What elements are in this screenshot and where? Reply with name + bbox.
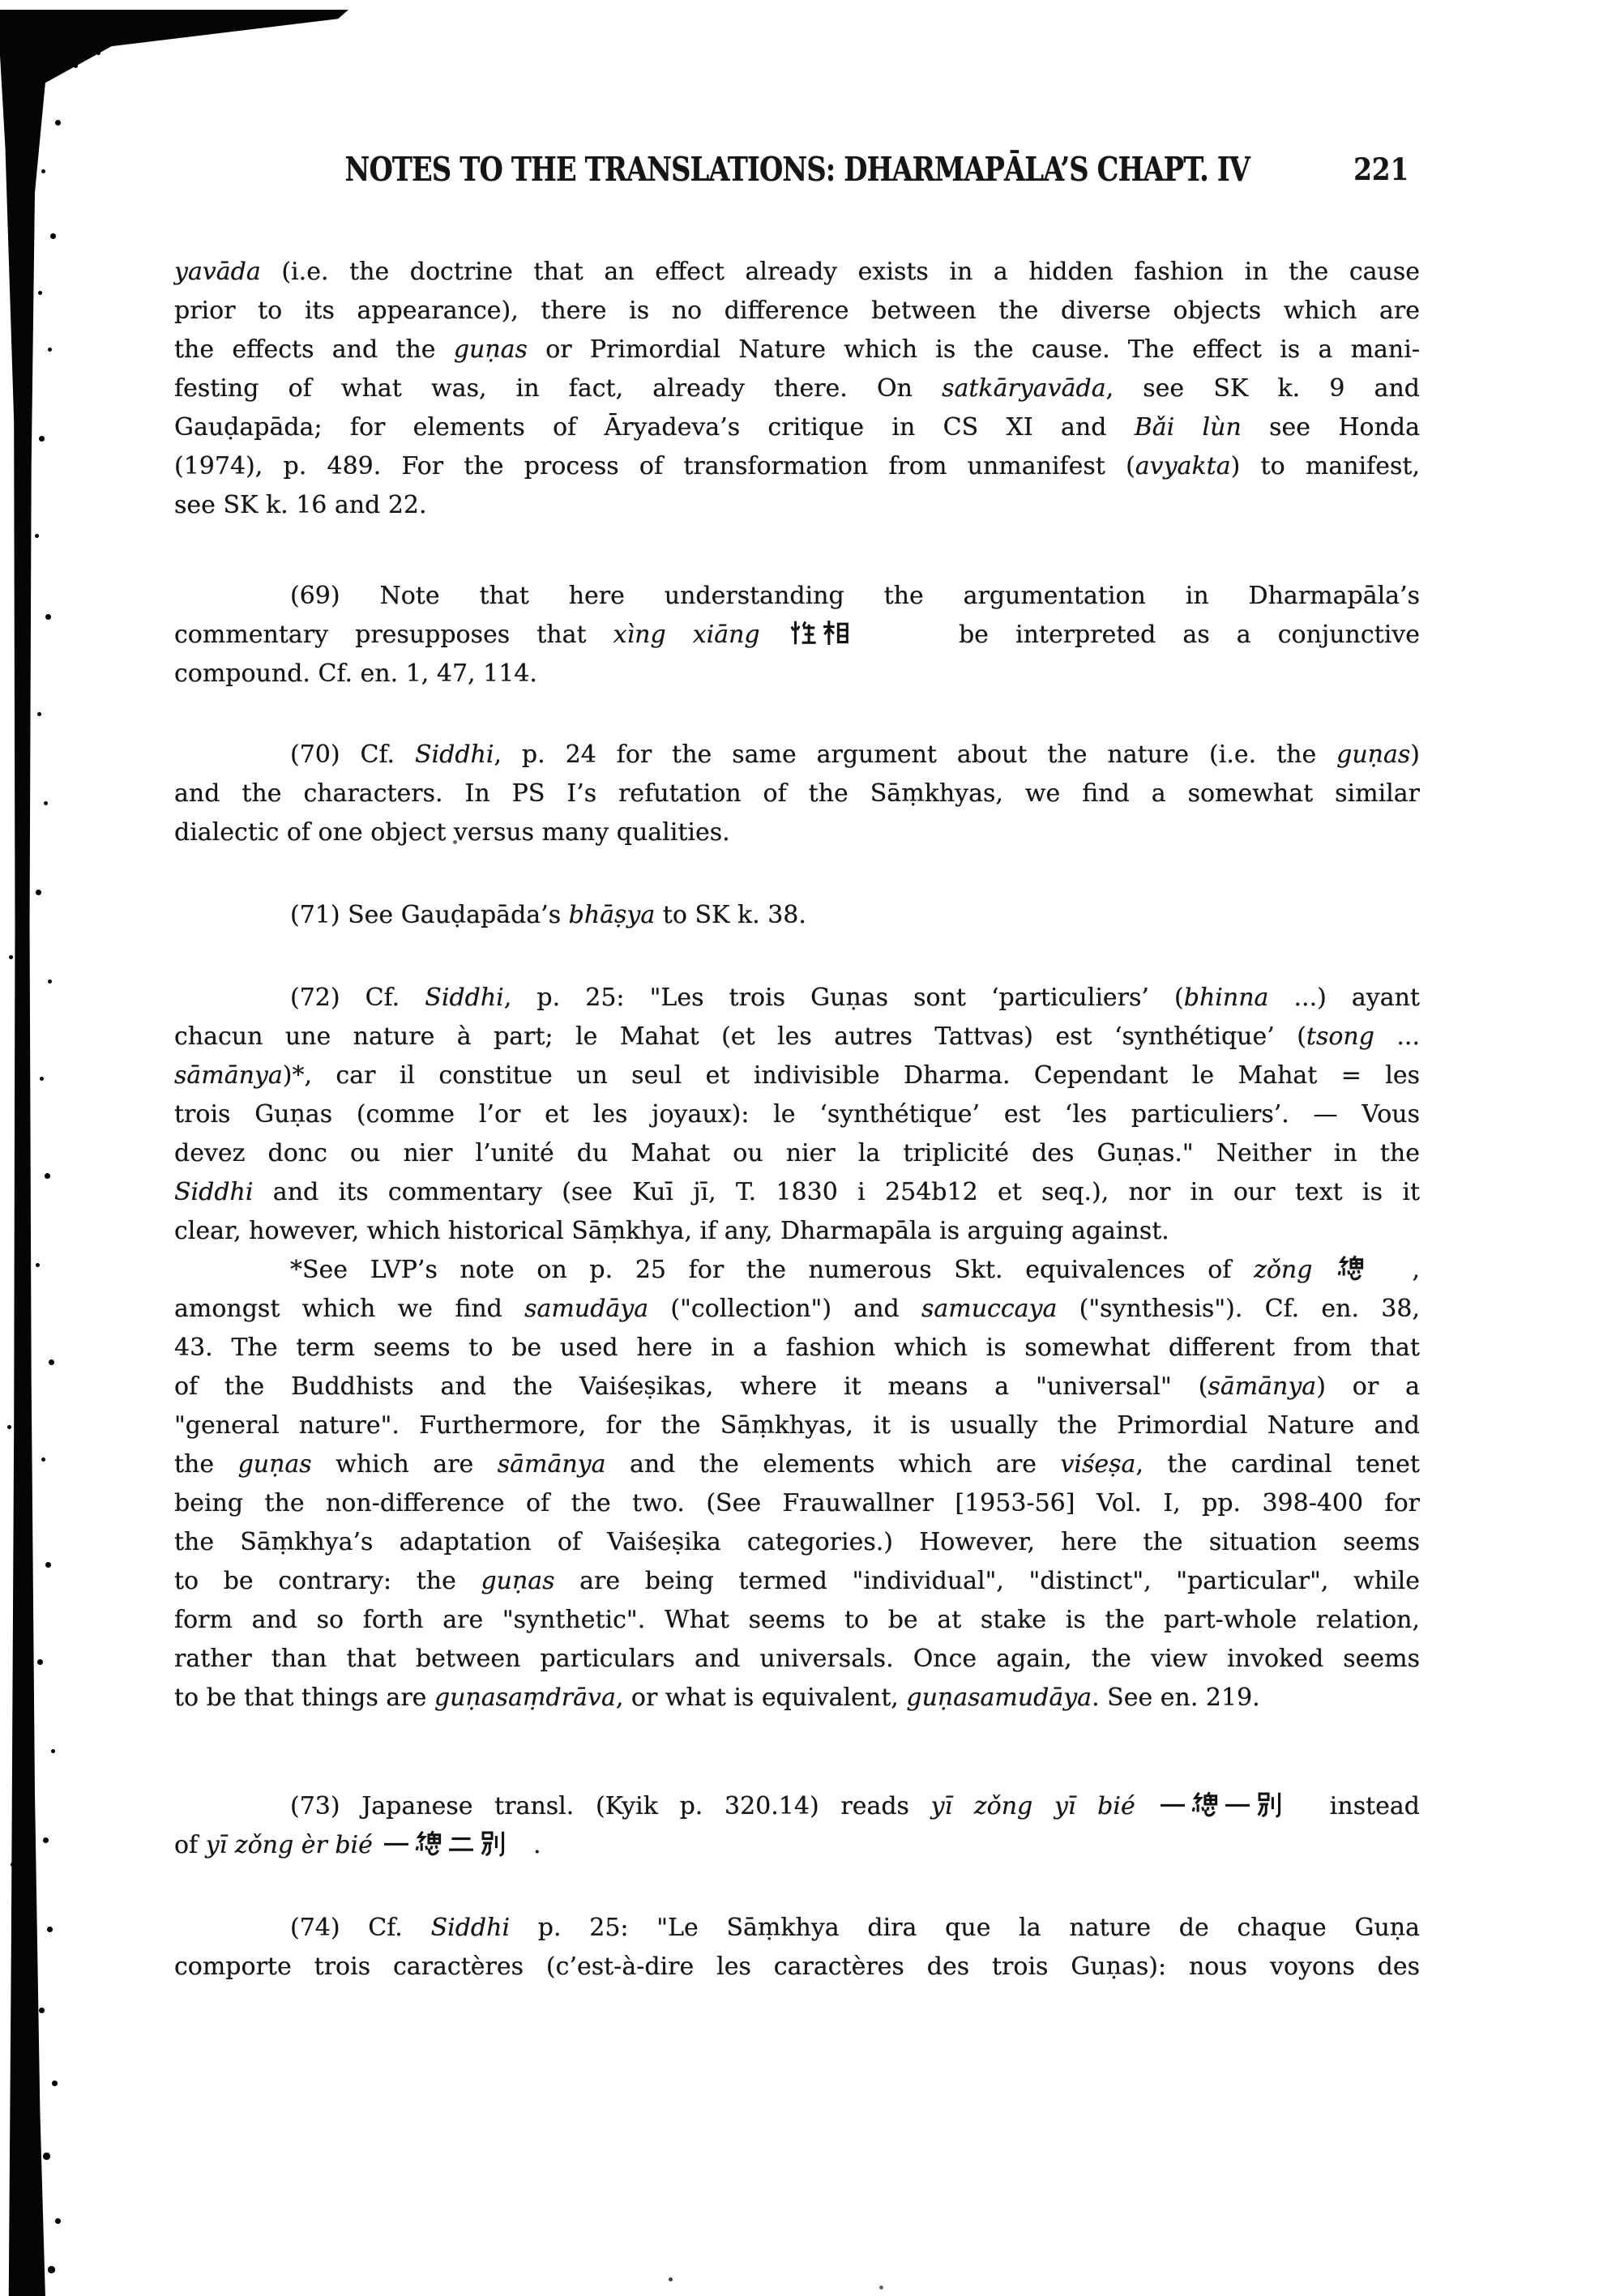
text-run: prior to its appearance), there is no difference between the diverse objects which are xyxy=(174,297,1420,325)
text-run: instead xyxy=(1286,1792,1420,1820)
text-run: ...) ayant xyxy=(1268,984,1420,1012)
running-title: NOTES TO THE TRANSLATIONS: DHARMAPĀLA’S CHAPT. IV xyxy=(344,150,1250,189)
italic-run: Siddhi xyxy=(174,1178,254,1206)
text-line xyxy=(174,1562,1420,1601)
cjk-glyph xyxy=(822,619,849,647)
cjk-run xyxy=(787,621,852,649)
italic-run: Siddhi xyxy=(425,984,504,1012)
text-run: "general nature". Furthermore, for the Sāṃkhyas, it is usually the Primordial Nature and xyxy=(174,1411,1420,1440)
cjk-glyph xyxy=(1337,1254,1365,1282)
text-run xyxy=(760,621,787,649)
italic-run: Siddhi xyxy=(414,740,494,769)
text-line xyxy=(174,1056,1420,1095)
text-line xyxy=(174,1909,1420,1948)
text-run: )*, car il constitue un seul et indivisible Dharma. Cependant le Mahat = les xyxy=(282,1061,1420,1090)
italic-run: yī zǒng yī bié xyxy=(930,1792,1135,1820)
text-run: (71) See Gauḍapāda’s xyxy=(290,901,569,929)
italic-run: sāmānya xyxy=(174,1061,283,1090)
text-run xyxy=(1312,1256,1335,1284)
italic-run: Bǎi lùn xyxy=(1134,413,1242,442)
text-run: ... xyxy=(1374,1022,1420,1051)
text-line xyxy=(174,896,1420,935)
text-run: which are xyxy=(311,1450,498,1479)
text-line xyxy=(174,1329,1420,1368)
text-line xyxy=(174,331,1420,369)
text-run: clear, however, which historical Sāṃkhya, if any, Dharmapāla is arguing against. xyxy=(174,1217,1169,1245)
italic-run: viśeṣa xyxy=(1060,1450,1136,1479)
text-line xyxy=(174,1826,1420,1865)
italic-run: sāmānya xyxy=(1208,1372,1317,1401)
cjk-glyph xyxy=(789,619,817,647)
text-line xyxy=(174,1173,1420,1212)
text-run: , xyxy=(1367,1256,1421,1284)
text-run: see SK k. 16 and 22. xyxy=(174,491,427,519)
cjk-glyph xyxy=(383,1829,410,1857)
italic-run: guṇas xyxy=(237,1450,312,1479)
text-run: trois Guṇas (comme l’or et les joyaux): le ‘synthétique’ est ‘les particuliers’. — Vous xyxy=(174,1100,1420,1129)
text-run: form and so forth are "synthetic". What seems to be at stake is the part-whole relation, xyxy=(174,1606,1420,1634)
text-run: (72) Cf. xyxy=(290,984,425,1012)
text-run: the xyxy=(174,1450,238,1479)
text-run: ) or a xyxy=(1316,1372,1420,1401)
text-run: , p. 25: "Les trois Guṇas sont ‘particuliers’ ( xyxy=(503,984,1184,1012)
text-run: chacun une nature à part; le Mahat (et les autres Tattvas) est ‘synthétique’ ( xyxy=(174,1022,1306,1051)
cjk-glyph xyxy=(1224,1790,1251,1818)
text-line xyxy=(174,1251,1420,1290)
text-run: and the elements which are xyxy=(605,1450,1061,1479)
text-line xyxy=(174,1445,1420,1484)
note-68-continuation xyxy=(174,253,1420,525)
cjk-glyph xyxy=(415,1829,442,1857)
italic-run: bhāṣya xyxy=(568,901,656,929)
italic-run: samuccaya xyxy=(921,1295,1058,1323)
text-line xyxy=(174,1134,1420,1173)
text-line xyxy=(174,813,1420,852)
italic-run: guṇasamudāya xyxy=(906,1684,1092,1712)
text-run xyxy=(1135,1792,1157,1820)
text-run: see Honda xyxy=(1241,413,1420,442)
text-run: (69) Note that here understanding the argumentation in Dharmapāla’s xyxy=(290,582,1420,610)
text-run: and the characters. In PS I’s refutation of the Sāṃkhyas, we find a somewhat similar xyxy=(174,779,1420,808)
cjk-glyph xyxy=(1159,1790,1186,1818)
note-69 xyxy=(174,577,1420,693)
cjk-glyph xyxy=(1256,1790,1284,1818)
text-line xyxy=(174,1787,1420,1826)
text-run: ) xyxy=(1410,740,1420,769)
text-run: commentary presupposes that xyxy=(174,621,613,649)
text-line xyxy=(174,369,1420,408)
text-line xyxy=(174,616,1420,655)
text-line xyxy=(174,577,1420,616)
italic-run: tsong xyxy=(1306,1022,1374,1051)
text-run: are being termed "individual", "distinct", "particular", while xyxy=(554,1567,1420,1595)
text-run: or Primordial Nature which is the cause. The effect is a mani- xyxy=(527,335,1420,364)
text-run: ("synthesis"). Cf. en. 38, xyxy=(1057,1295,1421,1323)
italic-run: avyakta xyxy=(1135,452,1231,480)
text-run: dialectic of one object versus many qualities. xyxy=(174,818,730,847)
cjk-glyph xyxy=(447,1829,475,1857)
italic-run: xìng xiāng xyxy=(613,621,760,649)
text-run: , p. 24 for the same argument about the nature (i.e. the xyxy=(494,740,1337,769)
text-run: *See LVP’s note on p. 25 for the numerous Skt. equivalences of xyxy=(290,1256,1255,1284)
italic-run: guṇas xyxy=(1336,740,1411,769)
text-line xyxy=(174,1095,1420,1134)
text-line xyxy=(174,979,1420,1018)
text-line xyxy=(174,1640,1420,1679)
text-line xyxy=(174,292,1420,331)
text-run: ("collection") and xyxy=(648,1295,921,1323)
italic-run: guṇas xyxy=(481,1567,555,1595)
text-line xyxy=(174,775,1420,813)
text-line xyxy=(174,655,1420,693)
italic-run: satkāryavāda xyxy=(942,374,1106,403)
text-line xyxy=(174,1523,1420,1562)
text-line xyxy=(174,736,1420,775)
text-run: (74) Cf. xyxy=(290,1914,431,1942)
cjk-run xyxy=(1335,1256,1367,1284)
text-line xyxy=(174,408,1420,447)
text-run: (i.e. the doctrine that an effect already exists in a hidden fashion in the cause xyxy=(260,258,1420,286)
italic-run: bhinna xyxy=(1183,984,1269,1012)
text-run: amongst which we find xyxy=(174,1295,525,1323)
text-run: , or what is equivalent, xyxy=(615,1684,907,1712)
text-run: and its commentary (see Kuī jī, T. 1830 i 254b12 et seq.), nor in our text is it xyxy=(253,1178,1420,1206)
text-line xyxy=(174,253,1420,292)
italic-run: Siddhi xyxy=(430,1914,511,1942)
text-line xyxy=(174,1018,1420,1056)
text-run: comporte trois caractères (c’est-à-dire les caractères des trois Guṇas): nous voyons des xyxy=(174,1952,1420,1981)
text-run: festing of what was, in fact, already there. On xyxy=(174,374,943,403)
text-run: p. 25: "Le Sāṃkhya dira que la nature de chaque Guṇa xyxy=(510,1914,1420,1942)
text-line xyxy=(174,486,1420,525)
text-run: of xyxy=(174,1831,206,1859)
italic-run: sāmānya xyxy=(497,1450,606,1479)
text-line xyxy=(174,1948,1420,1987)
text-line xyxy=(174,1290,1420,1329)
text-line xyxy=(174,1406,1420,1445)
note-72 xyxy=(174,979,1420,1718)
italic-run: zǒng xyxy=(1254,1256,1313,1284)
text-run: . xyxy=(510,1831,541,1859)
note-74 xyxy=(174,1909,1420,1987)
text-run: devez donc ou nier l’unité du Mahat ou nier la triplicité des Guṇas." Neither in the xyxy=(174,1139,1420,1167)
cjk-run xyxy=(380,1831,510,1859)
italic-run: guṇasaṃdrāva xyxy=(434,1684,616,1712)
note-71 xyxy=(174,896,1420,935)
italic-run: yavāda xyxy=(174,258,261,286)
text-line xyxy=(174,447,1420,486)
italic-run: yī zǒng èr bié xyxy=(205,1831,373,1859)
text-line xyxy=(174,1368,1420,1406)
text-run: the Sāṃkhya’s adaptation of Vaiśeṣika categories.) However, here the situation seems xyxy=(174,1528,1420,1556)
cjk-glyph xyxy=(1191,1790,1219,1818)
text-line xyxy=(174,1601,1420,1640)
note-73 xyxy=(174,1787,1420,1865)
text-run: 43. The term seems to be used here in a fashion which is somewhat different from that xyxy=(174,1334,1420,1362)
page-number: 221 xyxy=(1353,152,1409,187)
text-run: Gauḍapāda; for elements of Āryadeva’s critique in CS XI and xyxy=(174,413,1135,442)
text-run: to be that things are xyxy=(174,1684,434,1712)
text-line xyxy=(174,1212,1420,1251)
text-run: compound. Cf. en. 1, 47, 114. xyxy=(174,659,537,688)
text-run: rather than that between particulars and universals. Once again, the view invoked seems xyxy=(174,1645,1420,1673)
text-line xyxy=(174,1484,1420,1523)
text-run: (73) Japanese transl. (Kyik p. 320.14) reads xyxy=(290,1792,931,1820)
text-run: to SK k. 38. xyxy=(655,901,806,929)
cjk-glyph xyxy=(480,1829,507,1857)
text-run: of the Buddhists and the Vaiśeṣikas, where it means a "universal" ( xyxy=(174,1372,1208,1401)
text-run: (70) Cf. xyxy=(290,740,415,769)
text-run: , the cardinal tenet xyxy=(1135,1450,1420,1479)
note-70 xyxy=(174,736,1420,852)
text-run: (1974), p. 489. For the process of transformation from unmanifest ( xyxy=(174,452,1135,480)
cjk-run xyxy=(1156,1792,1286,1820)
text-run: be interpreted as a conjunctive xyxy=(851,621,1421,649)
text-run: , see SK k. 9 and xyxy=(1105,374,1420,403)
text-run: to be contrary: the xyxy=(174,1567,481,1595)
text-line xyxy=(174,1679,1420,1718)
text-run: ) to manifest, xyxy=(1230,452,1420,480)
italic-run: samudāya xyxy=(524,1295,649,1323)
text-run: the effects and the xyxy=(174,335,454,364)
italic-run: guṇas xyxy=(453,335,528,364)
text-run: . See en. 219. xyxy=(1092,1684,1260,1712)
text-run: being the non-difference of the two. (See Frauwallner [1953-56] Vol. I, pp. 398-400 for xyxy=(174,1489,1420,1517)
